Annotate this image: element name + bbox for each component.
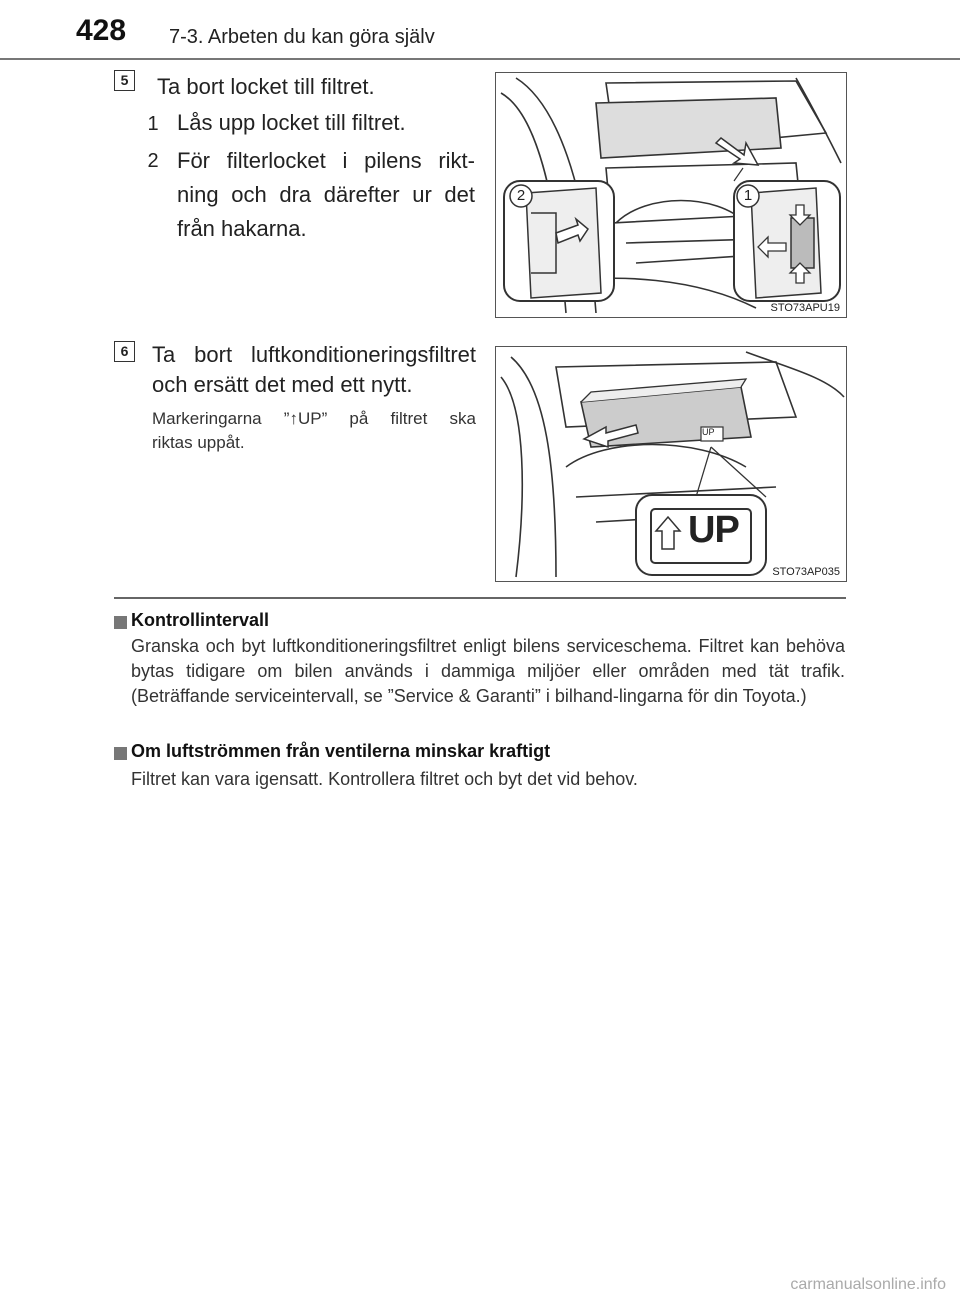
up-marking-small: UP [702, 427, 715, 437]
filter-replace-illustration [495, 346, 847, 582]
note-2-title: Om luftströmmen från ventilerna minskar kraftigt [131, 741, 551, 761]
step-5-marker: 5 [114, 70, 135, 91]
step-6-marker: 6 [114, 341, 135, 362]
substep-2-line-3: från hakarna. [177, 216, 307, 241]
substep-2-marker: 2 [147, 150, 159, 172]
step-5-title: Ta bort locket till filtret. [157, 74, 375, 99]
callout-2-label: 2 [516, 187, 526, 204]
page-number: 428 [76, 14, 127, 47]
header-rule [0, 58, 960, 60]
watermark: carmanualsonline.info [790, 1276, 946, 1293]
step-6-note-line-2: riktas uppåt. [152, 433, 245, 452]
substep-2-line-1: För filterlocket i pilens rikt- [177, 148, 475, 173]
up-marking-large: UP [688, 509, 739, 551]
substep-1-text: Lås upp locket till filtret. [177, 110, 406, 135]
filter-cover-illustration [495, 72, 847, 318]
note-1-text: Granska och byt luftkonditioneringsfiltret enligt bilens serviceschema. Filtret kan behöva bytas tidigare om bilen används i dammiga miljöer eller områden med tät trafik. (Beträffande serviceintervall, se ”Service & Garanti” i bilhand-lingarna för din Toyota.) [131, 636, 845, 706]
page-header [0, 0, 960, 62]
note-2-text: Filtret kan vara igensatt. Kontrollera filtret och byt det vid behov. [131, 769, 638, 789]
figure-code: STO73APU19 [770, 302, 840, 314]
figure-code: STO73AP035 [772, 566, 840, 578]
substep-2-line-2: ning och dra därefter ur det [177, 182, 475, 207]
step-6-line-2: och ersätt det med ett nytt. [152, 372, 413, 397]
substep-1-marker: 1 [147, 113, 159, 135]
section-title: 7-3. Arbeten du kan göra själv [169, 26, 435, 48]
section-divider [114, 597, 846, 599]
bullet-square-icon [114, 747, 127, 760]
filter-replace-drawing [496, 347, 846, 581]
bullet-square-icon [114, 616, 127, 629]
step-6-line-1: Ta bort luftkonditioneringsfiltret [152, 342, 476, 367]
callout-1-label: 1 [743, 187, 753, 204]
step-6-note-line-1: Markeringarna ”↑UP” på filtret ska [152, 409, 476, 428]
filter-cover-drawing [496, 73, 846, 317]
note-1-title: Kontrollintervall [131, 610, 270, 630]
